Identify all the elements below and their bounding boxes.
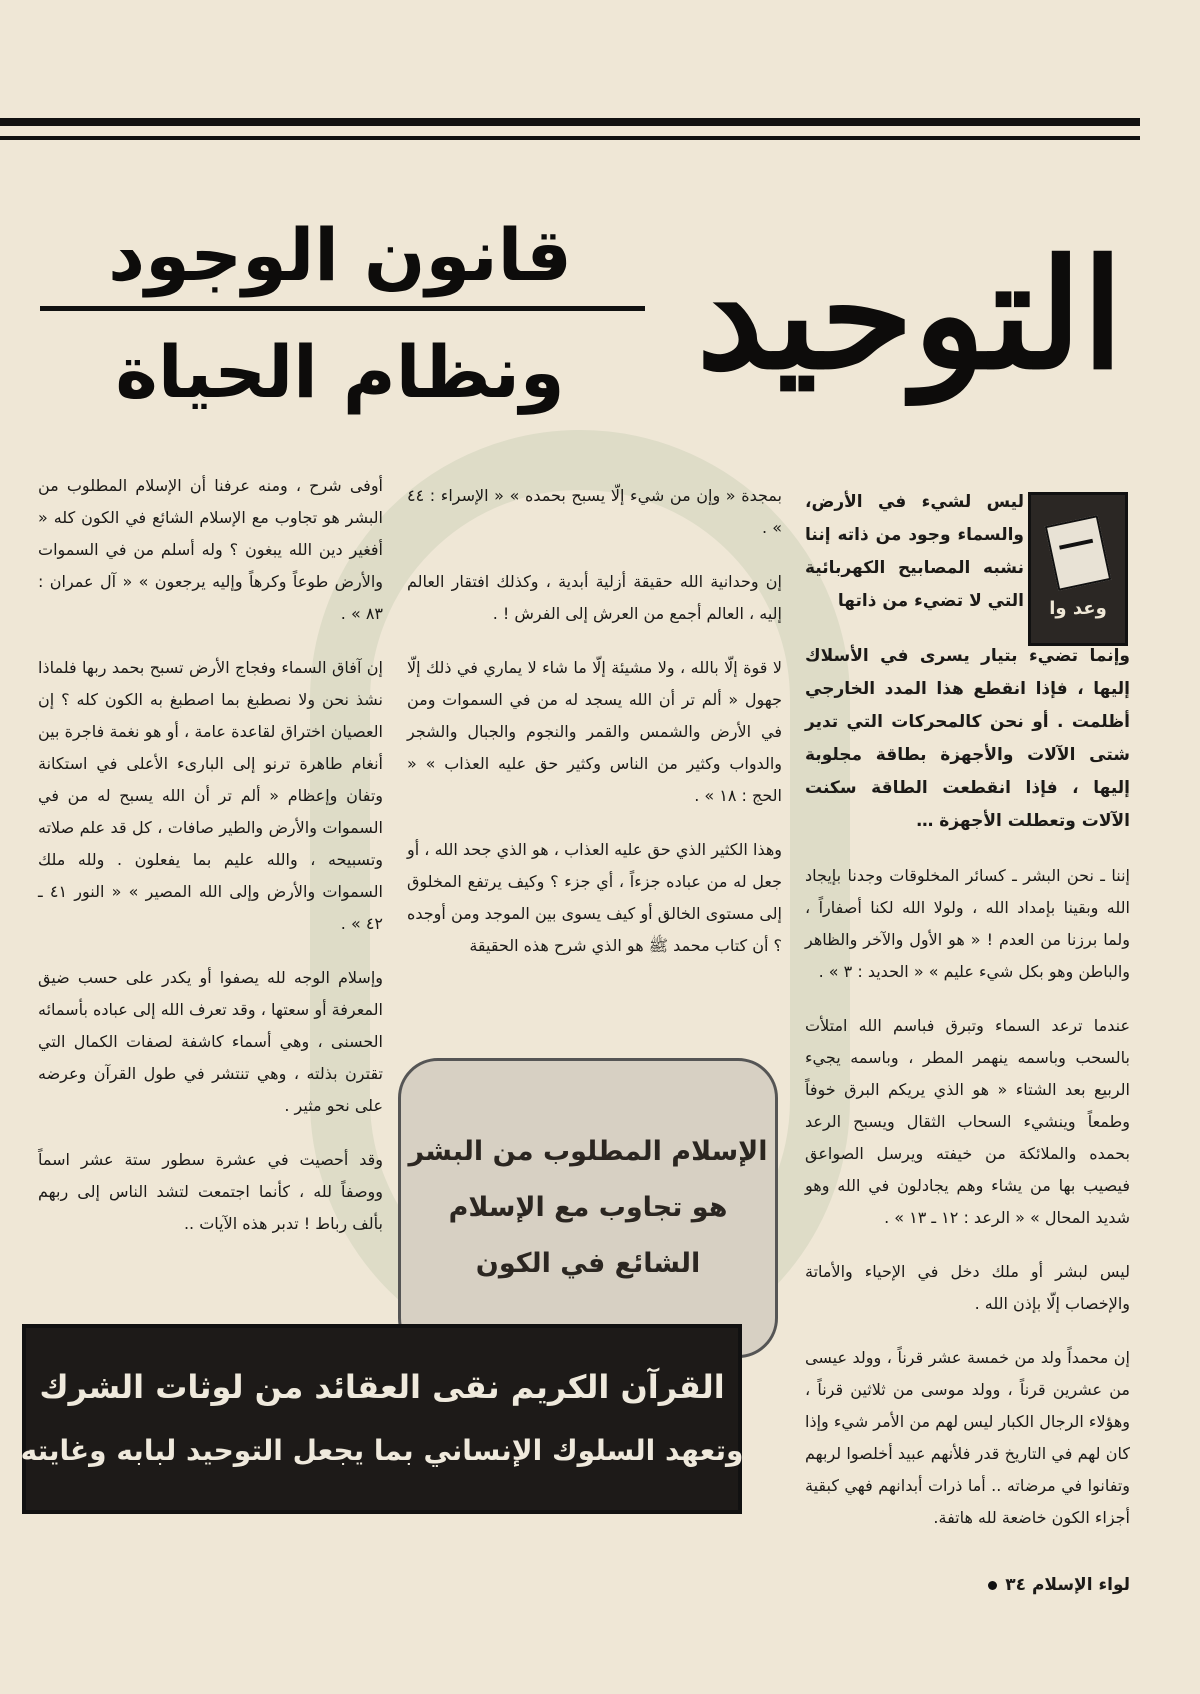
top-rule-thin xyxy=(0,136,1140,140)
pull-quote-line: الإسلام المطلوب من البشر xyxy=(408,1136,768,1167)
top-rule xyxy=(0,118,1140,126)
intro-paragraph: ليس لشيء في الأرض، والسماء وجود من ذاته إننا نشبه المصابيح الكهربائية التي لا تضيء من ذاتها xyxy=(805,492,1024,611)
paragraph: لا قوة إلّا بالله ، ولا مشيئة إلّا ما شاء لا يماري في ذلك إلّا جهول « ألم تر أن الله يسجد له من في السموات ومن في الأرض والشمس والقمر والنجوم والجبال والشجر والدواب وكثير من الناس وكثير حق عليه العذاب » « الحج : ١٨ » . xyxy=(407,658,782,805)
pull-quote-box xyxy=(398,1058,778,1358)
paragraph: إن آفاق السماء وفجاج الأرض تسبح بحمد ربها فلماذا نشذ نحن ولا نصطبغ بما اصطبغ به الكون كله ؟ إن العصيان اختراق لقاعدة عامة ، أو هو نغمة فاجرة بين أنغام طاهرة ترنو إلى البارىء الأعلى في استكانة وتفان وإعظام « ألم تر أن الله يسبح له من في السموات والأرض والطير صافات ، كل قد علم صلاته وتسبيحه ، والله عليم بما يفعلون . ولله ملك السموات والأرض وإلى الله المصير » « النور ٤١ ـ ٤٢ » . xyxy=(38,658,383,933)
paragraph: إن وحدانية الله حقيقة أزلية أبدية ، وكذلك افتقار العالم إليه ، العالم أجمع من العرش إلى الفرش ! . xyxy=(407,572,782,623)
paragraph: إن محمداً ولد من خمسة عشر قرناً ، وولد عيسى من عشرين قرناً ، وولد موسى من ثلاثين قرناً ، وهؤلاء الرجال الكبار ليس لهم من الأمر شيء وإذا كان لهم في التاريخ قدر فلأنهم عبيد أخلصوا لربهم وتفانوا في مرضاته .. أما ذرات أبدانهم فهي كبقية أجزاء الكون خاضعة لله هاتفة. xyxy=(805,1348,1130,1527)
headline-separator xyxy=(40,306,645,311)
paragraph: وإسلام الوجه لله يصفوا أو يكدر على حسب ضيق المعرفة أو سعتها ، وقد تعرف الله إلى عباده بأسمائه الحسنى ، وهي أسماء كاشفة لصفات الكمال التي تقترن بذلته ، وهي تنتشر في طول القرآن وعرضه على نحو مثير . xyxy=(38,968,383,1115)
paragraph: وقد أحصيت في عشرة سطور ستة عشر اسماً ووصفاً لله ، كأنما اجتمعت لتشد الناس إلى ربهم بألف رباط ! تدبر هذه الآيات .. xyxy=(38,1150,383,1233)
paragraph: ليس لبشر أو ملك دخل في الإحياء والأماتة والإخصاب إلّا بإذن الله . xyxy=(805,1262,1130,1313)
headline-main: التوحيد xyxy=(696,227,1124,403)
headline-line-2: ونظام الحياة xyxy=(115,330,565,414)
paragraph: وإنما تضيء بتيار يسرى في الأسلاك إليها ، فإذا انقطع هذا المدد الخارجي أظلمت . أو نحن كالمحركات التي تدير شتى الآلات والأجهزة بطاقة مجلوبة إليها ، فإذا انقطعت الطاقة سكنت الآلات وتعطلت الأجهزة … xyxy=(805,646,1130,831)
footer-text: لواء الإسلام ٣٤ xyxy=(1005,1575,1130,1595)
paragraph: أوفى شرح ، ومنه عرفنا أن الإسلام المطلوب من البشر هو تجاوب مع الإسلام الشائع في الكون كله « أفغير دين الله يبغون ؟ وله أسلم من في السموات والأرض طوعاً وكرهاً وإليه يرجعون » « آل عمران : ٨٣ » . xyxy=(38,476,383,623)
bullet-icon xyxy=(988,1581,997,1590)
banner-line: القرآن الكريم نقى العقائد من لوثات الشرك xyxy=(39,1368,725,1406)
column-left xyxy=(38,470,383,1262)
pull-quote-line: هو تجاوب مع الإسلام xyxy=(448,1192,728,1223)
logo-text: وعد وا xyxy=(1049,597,1107,619)
column-middle xyxy=(407,480,782,984)
page-footer xyxy=(988,1575,1130,1595)
paragraph: بمجدة « وإن من شيء إلّا يسبح بحمده » « الإسراء : ٤٤ » . xyxy=(407,486,782,537)
pull-quote-line: الشائع في الكون xyxy=(475,1248,701,1279)
banner-line: وتعهد السلوك الإنساني بما يجعل التوحيد لبابه وغايته xyxy=(20,1434,744,1467)
paragraph: وهذا الكثير الذي حق عليه العذاب ، هو الذي جحد الله ، أو جعل له من عباده جزءاً ، أي جزء ؟ وكيف يرتفع المخلوق إلى مستوى الخالق أو كيف يسوى بين الموجد ومن أوجده ؟ أن كتاب محمد ﷺ هو الذي شرح هذه الحقيقة xyxy=(407,840,782,955)
highlight-banner xyxy=(22,1324,742,1514)
paragraph: إننا ـ نحن البشر ـ كسائر المخلوقات وجدنا بإيجاد الله وبقينا بإمداد الله ، ولولا الله لكنا أصفاراً ، ولما برزنا من العدم ! « هو الأول والآخر والظاهر والباطن وهو بكل شيء عليم » « الحديد : ٣ » . xyxy=(805,866,1130,981)
paragraph: عندما ترعد السماء وتبرق فباسم الله امتلأت بالسحب وباسمه ينهمر المطر ، وباسمه يجيء الربيع بعد الشتاء « هو الذي يريكم البرق خوفاً وطمعاً وينشيء السحاب الثقال ويسبح الرعد بحمده والملائكة من خيفته ويرسل الصواعق فيصيب بها من يشاء وهم يجادلون في الله وهو شديد المحال » « الرعد : ١٢ ـ ١٣ » . xyxy=(805,1016,1130,1227)
headline-line-1: قانون الوجود xyxy=(108,213,572,297)
column-right xyxy=(805,486,1130,1556)
